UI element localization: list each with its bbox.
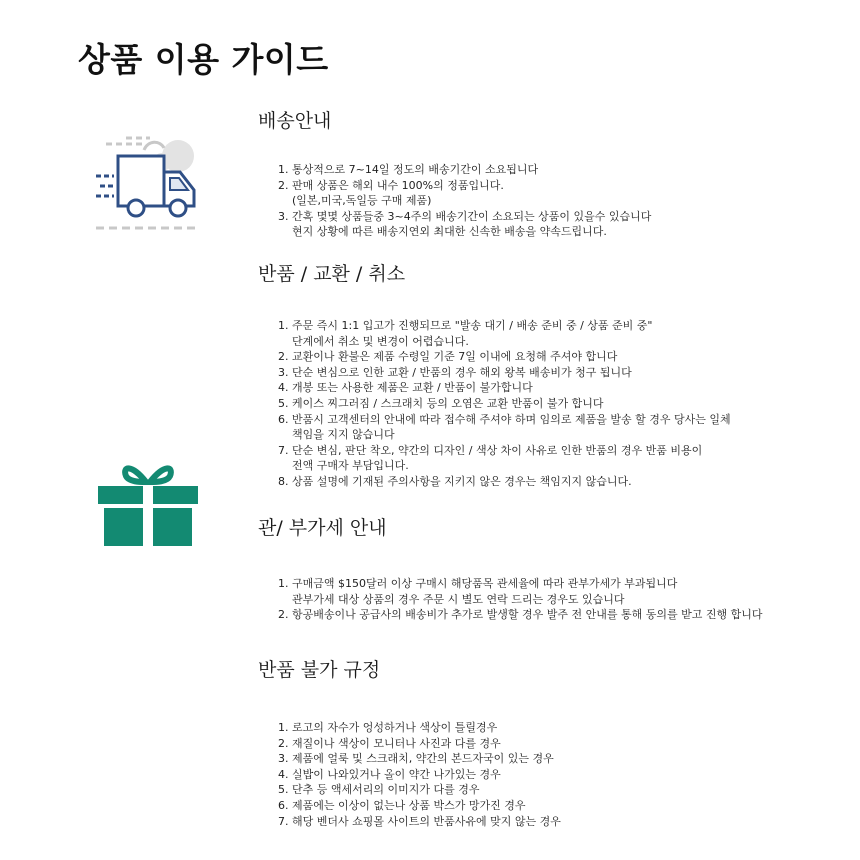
return-section xyxy=(258,259,731,490)
list-item: 1. 통상적으로 7~14일 정도의 배송기간이 소요됩니다 xyxy=(292,162,651,178)
list-item: 5. 단추 등 액세서리의 이미지가 다를 경우 xyxy=(292,782,561,798)
return-heading: 반품 / 교환 / 취소 xyxy=(258,263,406,285)
list-item: 1. 주문 즉시 1:1 입고가 진행되므로 "발송 대기 / 배송 준비 중 / 상품 준비 중" 단계에서 취소 및 변경이 어렵습니다. xyxy=(292,318,731,349)
no-return-list xyxy=(258,720,561,829)
gift-box-icon xyxy=(96,462,200,548)
list-item: 4. 실밥이 나와있거나 올이 약간 나가있는 경우 xyxy=(292,767,561,783)
list-item: 3. 단순 변심으로 인한 교환 / 반품의 경우 해외 왕복 배송비가 청구 됩니다 xyxy=(292,365,731,381)
list-item: 1. 로고의 자수가 엉성하거나 색상이 틀릴경우 xyxy=(292,720,561,736)
list-item: 3. 간혹 몇몇 상품들중 3~4주의 배송기간이 소요되는 상품이 있을수 있습니다 현지 상황에 따른 배송지연외 최대한 신속한 배송을 약속드립니다. xyxy=(292,209,651,240)
tax-heading: 관/ 부가세 안내 xyxy=(258,517,387,539)
list-item: 5. 케이스 찌그러짐 / 스크래치 등의 오염은 교환 반품이 불가 합니다 xyxy=(292,396,731,412)
no-return-section xyxy=(258,655,561,829)
page-title: 상품 이용 가이드 xyxy=(78,40,329,79)
delivery-list xyxy=(258,162,651,240)
tax-section xyxy=(258,513,763,623)
list-item: 7. 단순 변심, 판단 착오, 약간의 디자인 / 색상 차이 사유로 인한 반품의 경우 반품 비용이 전액 구매자 부담입니다. xyxy=(292,443,731,474)
list-item: 2. 항공배송이나 공급사의 배송비가 추가로 발생할 경우 발주 전 안내를 통해 동의를 받고 진행 합니다 xyxy=(292,607,763,623)
list-item: 6. 반품시 고객센터의 안내에 따라 접수해 주셔야 하며 임의로 제품을 발송 할 경우 당사는 일체 책임을 지지 않습니다 xyxy=(292,412,731,443)
tax-list xyxy=(258,576,763,623)
list-item: 2. 판매 상품은 해외 내수 100%의 정품입니다. (일본,미국,독일등 구매 제품) xyxy=(292,178,651,209)
delivery-truck-icon xyxy=(92,130,204,234)
no-return-heading: 반품 불가 규정 xyxy=(258,659,381,681)
list-item: 6. 제품에는 이상이 없는나 상품 박스가 망가진 경우 xyxy=(292,798,561,814)
list-item: 3. 제품에 얼룩 및 스크래치, 약간의 본드자국이 있는 경우 xyxy=(292,751,561,767)
list-item: 8. 상품 설명에 기재된 주의사항을 지키지 않은 경우는 책임지지 않습니다. xyxy=(292,474,731,490)
delivery-section xyxy=(258,106,651,240)
return-list xyxy=(258,318,731,490)
list-item: 2. 재질이나 색상이 모니터나 사진과 다를 경우 xyxy=(292,736,561,752)
list-item: 1. 구매금액 $150달러 이상 구매시 해당품목 관세율에 따라 관부가세가 부과됩니다 관부가세 대상 상품의 경우 주문 시 별도 연락 드리는 경우도 있습니다 xyxy=(292,576,763,607)
list-item: 7. 해당 벤더사 쇼핑몰 사이트의 반품사유에 맞지 않는 경우 xyxy=(292,814,561,830)
list-item: 4. 개봉 또는 사용한 제품은 교환 / 반품이 불가합니다 xyxy=(292,380,731,396)
list-item: 2. 교환이나 환불은 제품 수령일 기준 7일 이내에 요청해 주셔야 합니다 xyxy=(292,349,731,365)
delivery-heading: 배송안내 xyxy=(258,110,332,132)
